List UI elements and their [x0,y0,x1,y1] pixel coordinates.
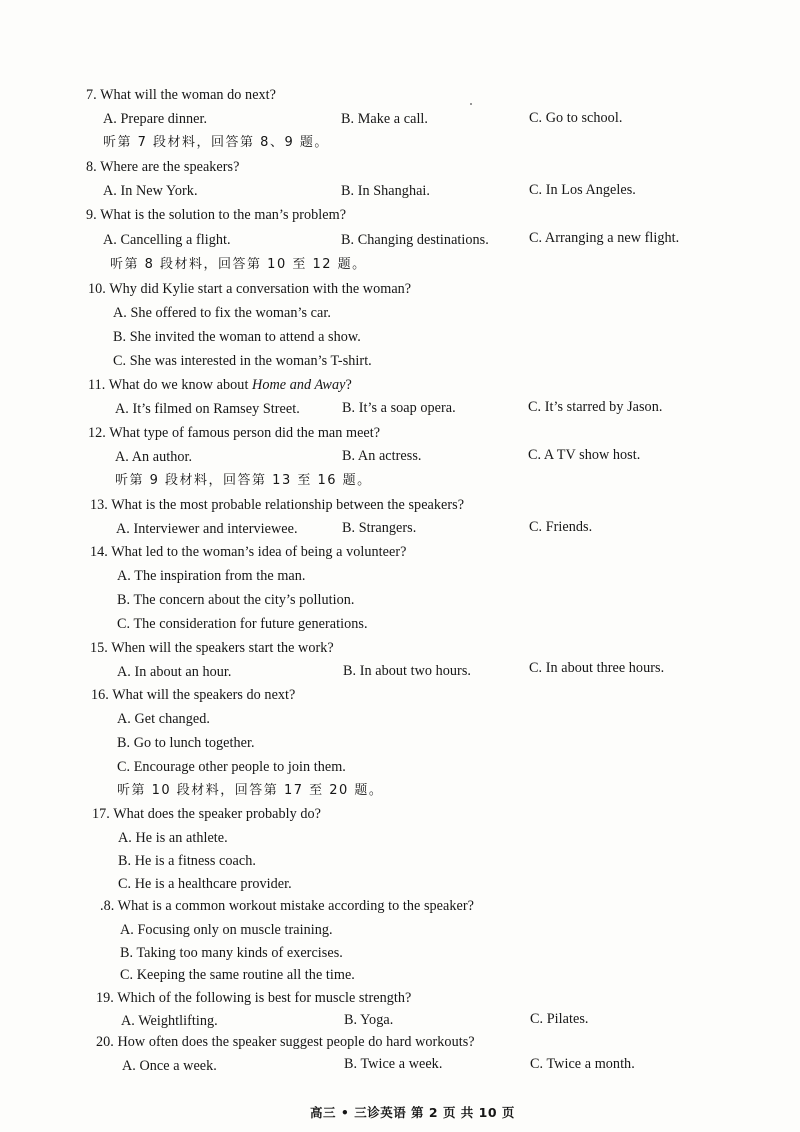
q13-option-a: A. Interviewer and interviewee. [116,521,298,537]
section-8-instruction: 听第 8 段材料，回答第 10 至 12 题。 [110,257,367,272]
q11-option-a: A. It’s filmed on Ramsey Street. [115,401,300,417]
q15-option-b: B. In about two hours. [343,663,471,679]
q9-option-b: B. Changing destinations. [341,232,489,248]
q18-option-b: B. Taking too many kinds of exercises. [120,945,343,961]
q11-option-b: B. It’s a soap opera. [342,400,456,416]
question-8: 8. Where are the speakers? [86,159,240,175]
question-11-prefix: 11. What do we know about [88,377,253,393]
q12-option-b: B. An actress. [342,448,422,464]
question-10: 10. Why did Kylie start a conversation with the woman? [88,281,412,297]
section-9-instruction: 听第 9 段材料，回答第 13 至 16 题。 [115,473,372,488]
q17-option-a: A. He is an athlete. [118,830,228,846]
q7-option-c: C. Go to school. [529,110,623,126]
q12-option-c: C. A TV show host. [528,447,641,463]
question-20: 20. How often does the speaker suggest people do hard workouts? [96,1034,475,1050]
q20-option-b: B. Twice a week. [344,1056,443,1072]
question-16: 16. What will the speakers do next? [91,687,296,703]
q18-option-c: C. Keeping the same routine all the time. [120,967,355,983]
q7-option-b: B. Make a call. [341,111,429,127]
q10-option-a: A. She offered to fix the woman’s car. [113,305,331,321]
q18-option-a: A. Focusing only on muscle training. [120,922,333,938]
q19-option-a: A. Weightlifting. [121,1013,218,1029]
q17-option-b: B. He is a fitness coach. [118,853,256,869]
question-12: 12. What type of famous person did the man meet? [88,425,381,441]
question-11-suffix: ? [345,377,352,393]
q20-option-a: A. Once a week. [122,1058,217,1074]
question-9: 9. What is the solution to the man’s problem? [86,207,347,223]
q16-option-a: A. Get changed. [117,711,210,727]
q9-option-c: C. Arranging a new flight. [529,230,680,246]
q9-option-a: A. Cancelling a flight. [103,232,231,248]
q7-option-a: A. Prepare dinner. [103,111,208,127]
question-11 [88,376,352,394]
question-17: 17. What does the speaker probably do? [92,806,321,822]
page-footer: 高三 • 三诊英语 第 2 页 共 10 页 [310,1105,515,1120]
q16-option-c: C. Encourage other people to join them. [117,759,346,775]
q8-option-b: B. In Shanghai. [341,183,431,199]
q11-option-c: C. It’s starred by Jason. [528,399,663,415]
section-7-instruction: 听第 7 段材料，回答第 8、9 题。 [103,135,329,150]
q15-option-c: C. In about three hours. [529,660,665,676]
question-18: .8. What is a common workout mistake according to the speaker? [100,898,474,914]
section-10-instruction: 听第 10 段材料，回答第 17 至 20 题。 [117,783,384,798]
question-7: 7. What will the woman do next? [86,87,277,103]
q19-option-c: C. Pilates. [530,1011,589,1027]
q19-option-b: B. Yoga. [344,1012,394,1028]
q14-option-c: C. The consideration for future generations. [117,616,368,632]
q8-option-a: A. In New York. [103,183,198,199]
q12-option-a: A. An author. [115,449,193,465]
q20-option-c: C. Twice a month. [530,1056,635,1072]
q16-option-b: B. Go to lunch together. [117,735,255,751]
question-11-title: Home and Away [252,377,346,393]
question-19: 19. Which of the following is best for muscle strength? [96,990,412,1006]
q10-option-b: B. She invited the woman to attend a show. [113,329,361,345]
q13-option-c: C. Friends. [529,519,593,535]
q17-option-c: C. He is a healthcare provider. [118,876,292,892]
q8-option-c: C. In Los Angeles. [529,182,636,198]
scan-speck [470,103,472,105]
q14-option-b: B. The concern about the city’s pollution. [117,592,355,608]
question-14: 14. What led to the woman’s idea of being a volunteer? [90,544,407,560]
q15-option-a: A. In about an hour. [117,664,232,680]
q14-option-a: A. The inspiration from the man. [117,568,306,584]
q10-option-c: C. She was interested in the woman’s T-shirt. [113,353,372,369]
question-15: 15. When will the speakers start the work? [90,640,334,656]
q13-option-b: B. Strangers. [342,520,417,536]
question-13: 13. What is the most probable relationship between the speakers? [90,497,465,513]
